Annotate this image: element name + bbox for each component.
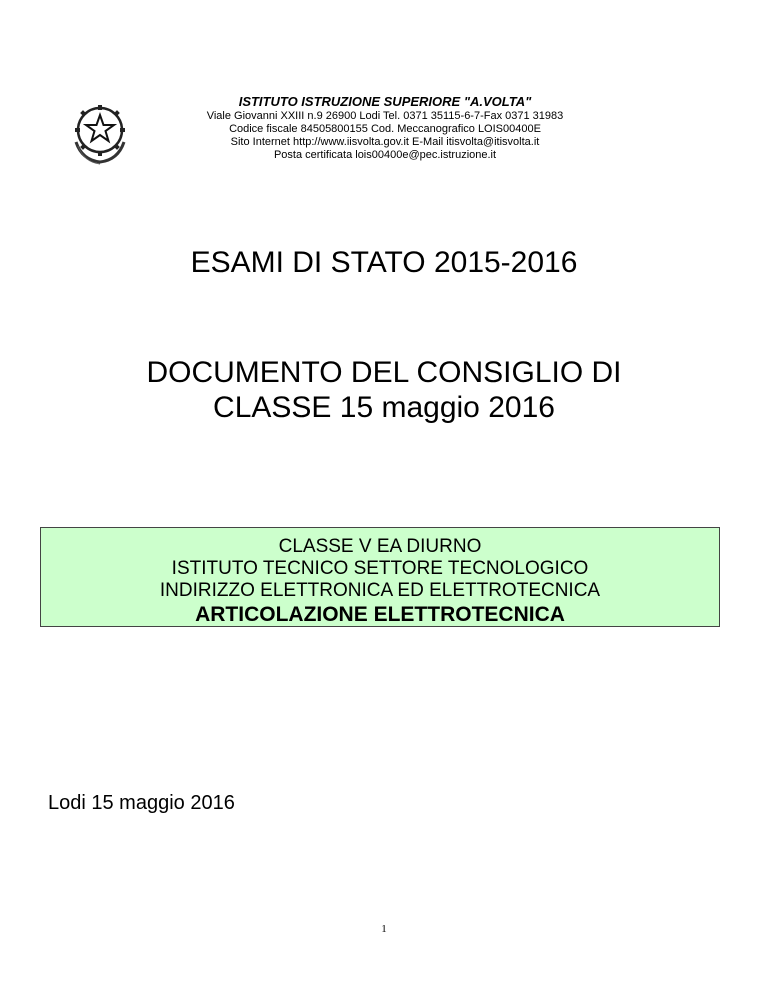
- class-name: CLASSE V EA DIURNO: [278, 536, 482, 557]
- pec-line: Posta certificata lois00400e@pec.istruzione.it: [273, 149, 497, 161]
- republic-emblem-icon: [64, 96, 136, 168]
- course-address: INDIRIZZO ELETTRONICA ED ELETTROTECNICA: [159, 580, 601, 601]
- institute-type: ISTITUTO TECNICO SETTORE TECNOLOGICO: [171, 558, 589, 579]
- document-title-line-1: DOCUMENTO DEL CONSIGLIO DI: [146, 356, 622, 389]
- class-info-box: [40, 527, 720, 627]
- website-email-line: Sito Internet http://www.iisvolta.gov.it E-Mail itisvolta@itisvolta.it: [230, 136, 540, 148]
- place-date: Lodi 15 maggio 2016: [48, 792, 235, 814]
- fiscal-code-line: Codice fiscale 84505800155 Cod. Meccanografico LOIS00400E: [229, 123, 541, 135]
- specialization: ARTICOLAZIONE ELETTROTECNICA: [195, 603, 565, 626]
- school-name: ISTITUTO ISTRUZIONE SUPERIORE "A.VOLTA": [238, 94, 532, 109]
- document-title: [0, 355, 768, 425]
- page-number: 1: [381, 923, 387, 935]
- document-title-line-2: CLASSE 15 maggio 2016: [213, 391, 555, 424]
- address-line: Viale Giovanni XXIII n.9 26900 Lodi Tel. 0371 35115-6-7-Fax 0371 31983: [206, 110, 564, 122]
- school-header: [150, 94, 620, 162]
- exam-title: ESAMI DI STATO 2015-2016: [190, 246, 578, 279]
